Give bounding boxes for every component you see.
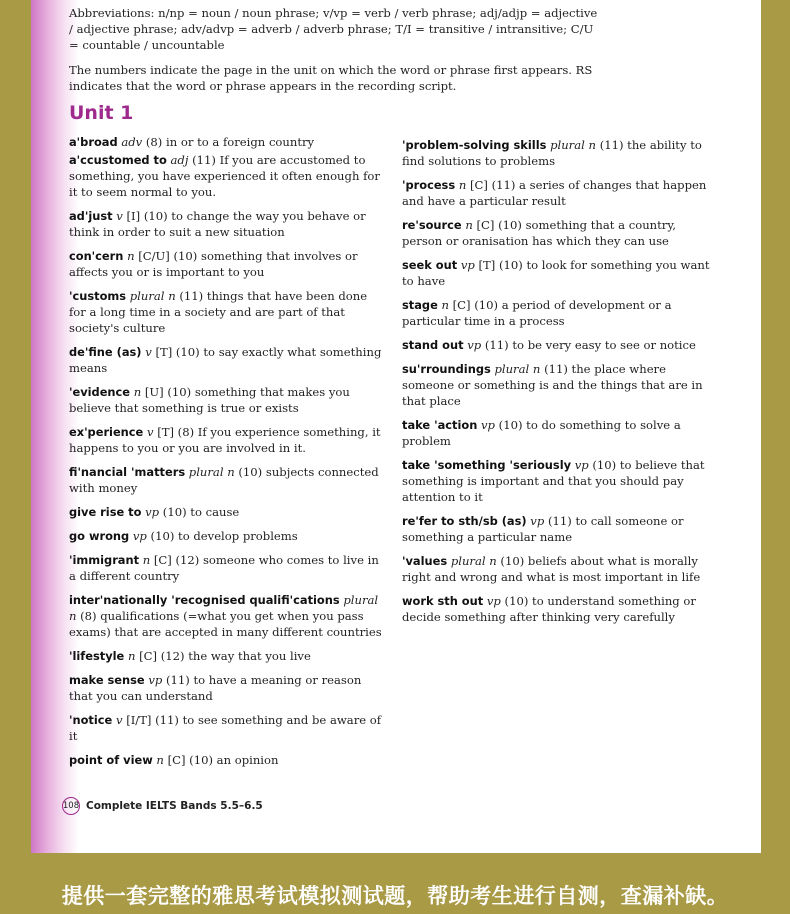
page-number-badge: 108 xyxy=(62,797,80,815)
definition: (11) things that have been done for a long time in a society and are part of that society's culture xyxy=(69,289,368,335)
part-of-speech: vp xyxy=(530,514,545,528)
part-of-speech: adj xyxy=(170,153,189,167)
part-of-speech: vp xyxy=(467,338,482,352)
part-of-speech: plural n xyxy=(69,593,379,623)
word-entry xyxy=(402,257,718,289)
word-entry xyxy=(69,248,385,280)
part-of-speech: vp xyxy=(145,505,160,519)
part-of-speech: n xyxy=(127,249,135,263)
part-of-speech: vp xyxy=(481,418,495,432)
headword: 'customs xyxy=(69,289,127,303)
word-entry xyxy=(402,361,718,409)
part-of-speech: vp xyxy=(132,529,147,543)
headword: su'rroundings xyxy=(402,362,491,376)
word-entry xyxy=(69,552,385,584)
headword: take 'action xyxy=(402,418,478,432)
definition: [I] (10) to change the way you behave or think in order to suit a new situation xyxy=(69,209,366,239)
part-of-speech: plural n xyxy=(450,554,497,568)
headword: re'source xyxy=(402,218,462,232)
word-entry xyxy=(402,137,718,169)
headword: inter'nationally 'recognised qualifi'cations xyxy=(69,593,340,607)
part-of-speech: plural n xyxy=(188,465,235,479)
abbreviations-note: Abbreviations: n/np = noun / noun phrase; v/vp = verb / verb phrase; adj/adjp = adjective / adjective phrase; adv/advp = adverb / adverb phrase; T/I = transitive / intransitive; C/U = countable / uncountable xyxy=(69,6,598,52)
definition: [C] (10) something that a country, person or oranisation has which they can use xyxy=(402,218,677,248)
definition: [T] (8) If you experience something, it happens to you or you are involved in it. xyxy=(69,425,381,455)
headword: work sth out xyxy=(402,594,484,608)
page-numbers-note: The numbers indicate the page in the unit on which the word or phrase first appears. RS indicates that the word or phrase appears in the recording script. xyxy=(69,63,593,93)
word-entry xyxy=(69,134,385,150)
definition: (10) to understand something or decide something after thinking very carefully xyxy=(402,594,696,624)
word-entry xyxy=(402,553,718,585)
definition: (10) to do something to solve a problem xyxy=(402,418,681,448)
headword: ad'just xyxy=(69,209,113,223)
definition: (11) to be very easy to see or notice xyxy=(484,338,696,352)
part-of-speech: v xyxy=(115,713,123,727)
definition: [C] (10) a period of development or a particular time in a process xyxy=(402,298,672,328)
definition: (11) to have a meaning or reason that you can understand xyxy=(69,673,362,703)
headword: a'broad xyxy=(69,135,118,149)
part-of-speech: vp xyxy=(148,673,163,687)
word-entry xyxy=(69,528,385,544)
headword: 'notice xyxy=(69,713,113,727)
definition: (11) the ability to find solutions to problems xyxy=(402,138,702,168)
word-entry xyxy=(69,152,385,200)
definition: (10) to cause xyxy=(162,505,240,519)
definition: (10) to believe that something is important and that you should pay attention to it xyxy=(402,458,705,504)
definition: (11) If you are accustomed to something, you have experienced it often enough for it to seem normal to you. xyxy=(69,153,380,199)
definition: (8) qualifications (=what you get when you pass exams) that are accepted in many different countries xyxy=(69,609,382,639)
word-list-left-column xyxy=(69,134,385,776)
word-entry xyxy=(69,384,385,416)
headword: 'lifestyle xyxy=(69,649,125,663)
headword: con'cern xyxy=(69,249,124,263)
dictionary-page xyxy=(31,0,761,853)
word-entry xyxy=(402,337,718,353)
word-entry xyxy=(69,504,385,520)
page-footer xyxy=(62,795,263,817)
word-entry xyxy=(69,648,385,664)
definition: (10) to develop problems xyxy=(150,529,298,543)
headword: make sense xyxy=(69,673,145,687)
part-of-speech: n xyxy=(465,218,473,232)
headword: give rise to xyxy=(69,505,142,519)
word-entry xyxy=(402,513,718,545)
word-entry xyxy=(402,177,718,209)
word-entry xyxy=(69,344,385,376)
part-of-speech: plural n xyxy=(494,362,541,376)
word-entry xyxy=(402,297,718,329)
part-of-speech: n xyxy=(441,298,449,312)
headword: 'values xyxy=(402,554,448,568)
word-entry xyxy=(69,464,385,496)
word-entry xyxy=(402,217,718,249)
definition: [C] (11) a series of changes that happen and have a particular result xyxy=(402,178,707,208)
part-of-speech: plural n xyxy=(129,289,176,303)
part-of-speech: vp xyxy=(486,594,501,608)
headword: 'problem-solving skills xyxy=(402,138,547,152)
definition: (10) beliefs about what is morally right and wrong and what is most important in life xyxy=(402,554,701,584)
headword: a'ccustomed to xyxy=(69,153,167,167)
headword: seek out xyxy=(402,258,458,272)
word-entry xyxy=(69,288,385,336)
headword: 'evidence xyxy=(69,385,131,399)
part-of-speech: n xyxy=(156,753,164,767)
definition: [T] (10) to say exactly what something means xyxy=(69,345,382,375)
word-entry xyxy=(69,752,385,768)
book-title: Complete IELTS Bands 5.5–6.5 xyxy=(86,800,263,812)
part-of-speech: n xyxy=(458,178,467,192)
headword: stand out xyxy=(402,338,464,352)
definition: [I/T] (11) to see something and be aware of it xyxy=(69,713,382,743)
word-entry xyxy=(402,593,718,625)
word-entry xyxy=(69,208,385,240)
definition: [T] (10) to look for something you want to have xyxy=(402,258,710,288)
part-of-speech: plural n xyxy=(550,138,596,152)
headword: 'process xyxy=(402,178,456,192)
word-entry xyxy=(69,672,385,704)
headword: de'fine (as) xyxy=(69,345,142,359)
word-entry xyxy=(69,712,385,744)
headword: stage xyxy=(402,298,438,312)
headword: take 'something 'seriously xyxy=(402,458,572,472)
unit-title: Unit 1 xyxy=(69,102,134,124)
headword: go wrong xyxy=(69,529,130,543)
definition: (11) to call someone or something a particular name xyxy=(402,514,684,544)
word-entry xyxy=(402,417,718,449)
definition: [C] (12) the way that you live xyxy=(139,649,311,663)
word-entry xyxy=(402,457,718,505)
definition: (8) in or to a foreign country xyxy=(145,135,315,149)
part-of-speech: v xyxy=(146,425,154,439)
definition: [U] (10) something that makes you believe that something is true or exists xyxy=(69,385,350,415)
headword: point of view xyxy=(69,753,153,767)
definition: [C] (10) an opinion xyxy=(167,753,279,767)
definition: [C/U] (10) something that involves or affects you or is important to you xyxy=(69,249,358,279)
word-entry xyxy=(69,592,385,640)
part-of-speech: v xyxy=(145,345,152,359)
part-of-speech: n xyxy=(142,553,151,567)
word-list-right-column xyxy=(402,137,718,633)
headword: 'immigrant xyxy=(69,553,140,567)
part-of-speech: adv xyxy=(121,135,143,149)
headword: re'fer to sth/sb (as) xyxy=(402,514,527,528)
part-of-speech: n xyxy=(127,649,136,663)
part-of-speech: v xyxy=(116,209,123,223)
promo-banner: 提供一套完整的雅思考试模拟测试题，帮助考生进行自测，查漏补缺。 xyxy=(61,884,729,908)
part-of-speech: vp xyxy=(460,258,475,272)
word-entry xyxy=(69,424,385,456)
part-of-speech: n xyxy=(133,385,142,399)
definition: (10) subjects connected with money xyxy=(69,465,379,495)
definition: [C] (12) someone who comes to live in a different country xyxy=(69,553,379,583)
part-of-speech: vp xyxy=(574,458,589,472)
headword: fi'nancial 'matters xyxy=(69,465,186,479)
headword: ex'perience xyxy=(69,425,144,439)
definition: (11) the place where someone or something is and the things that are in that place xyxy=(402,362,703,408)
